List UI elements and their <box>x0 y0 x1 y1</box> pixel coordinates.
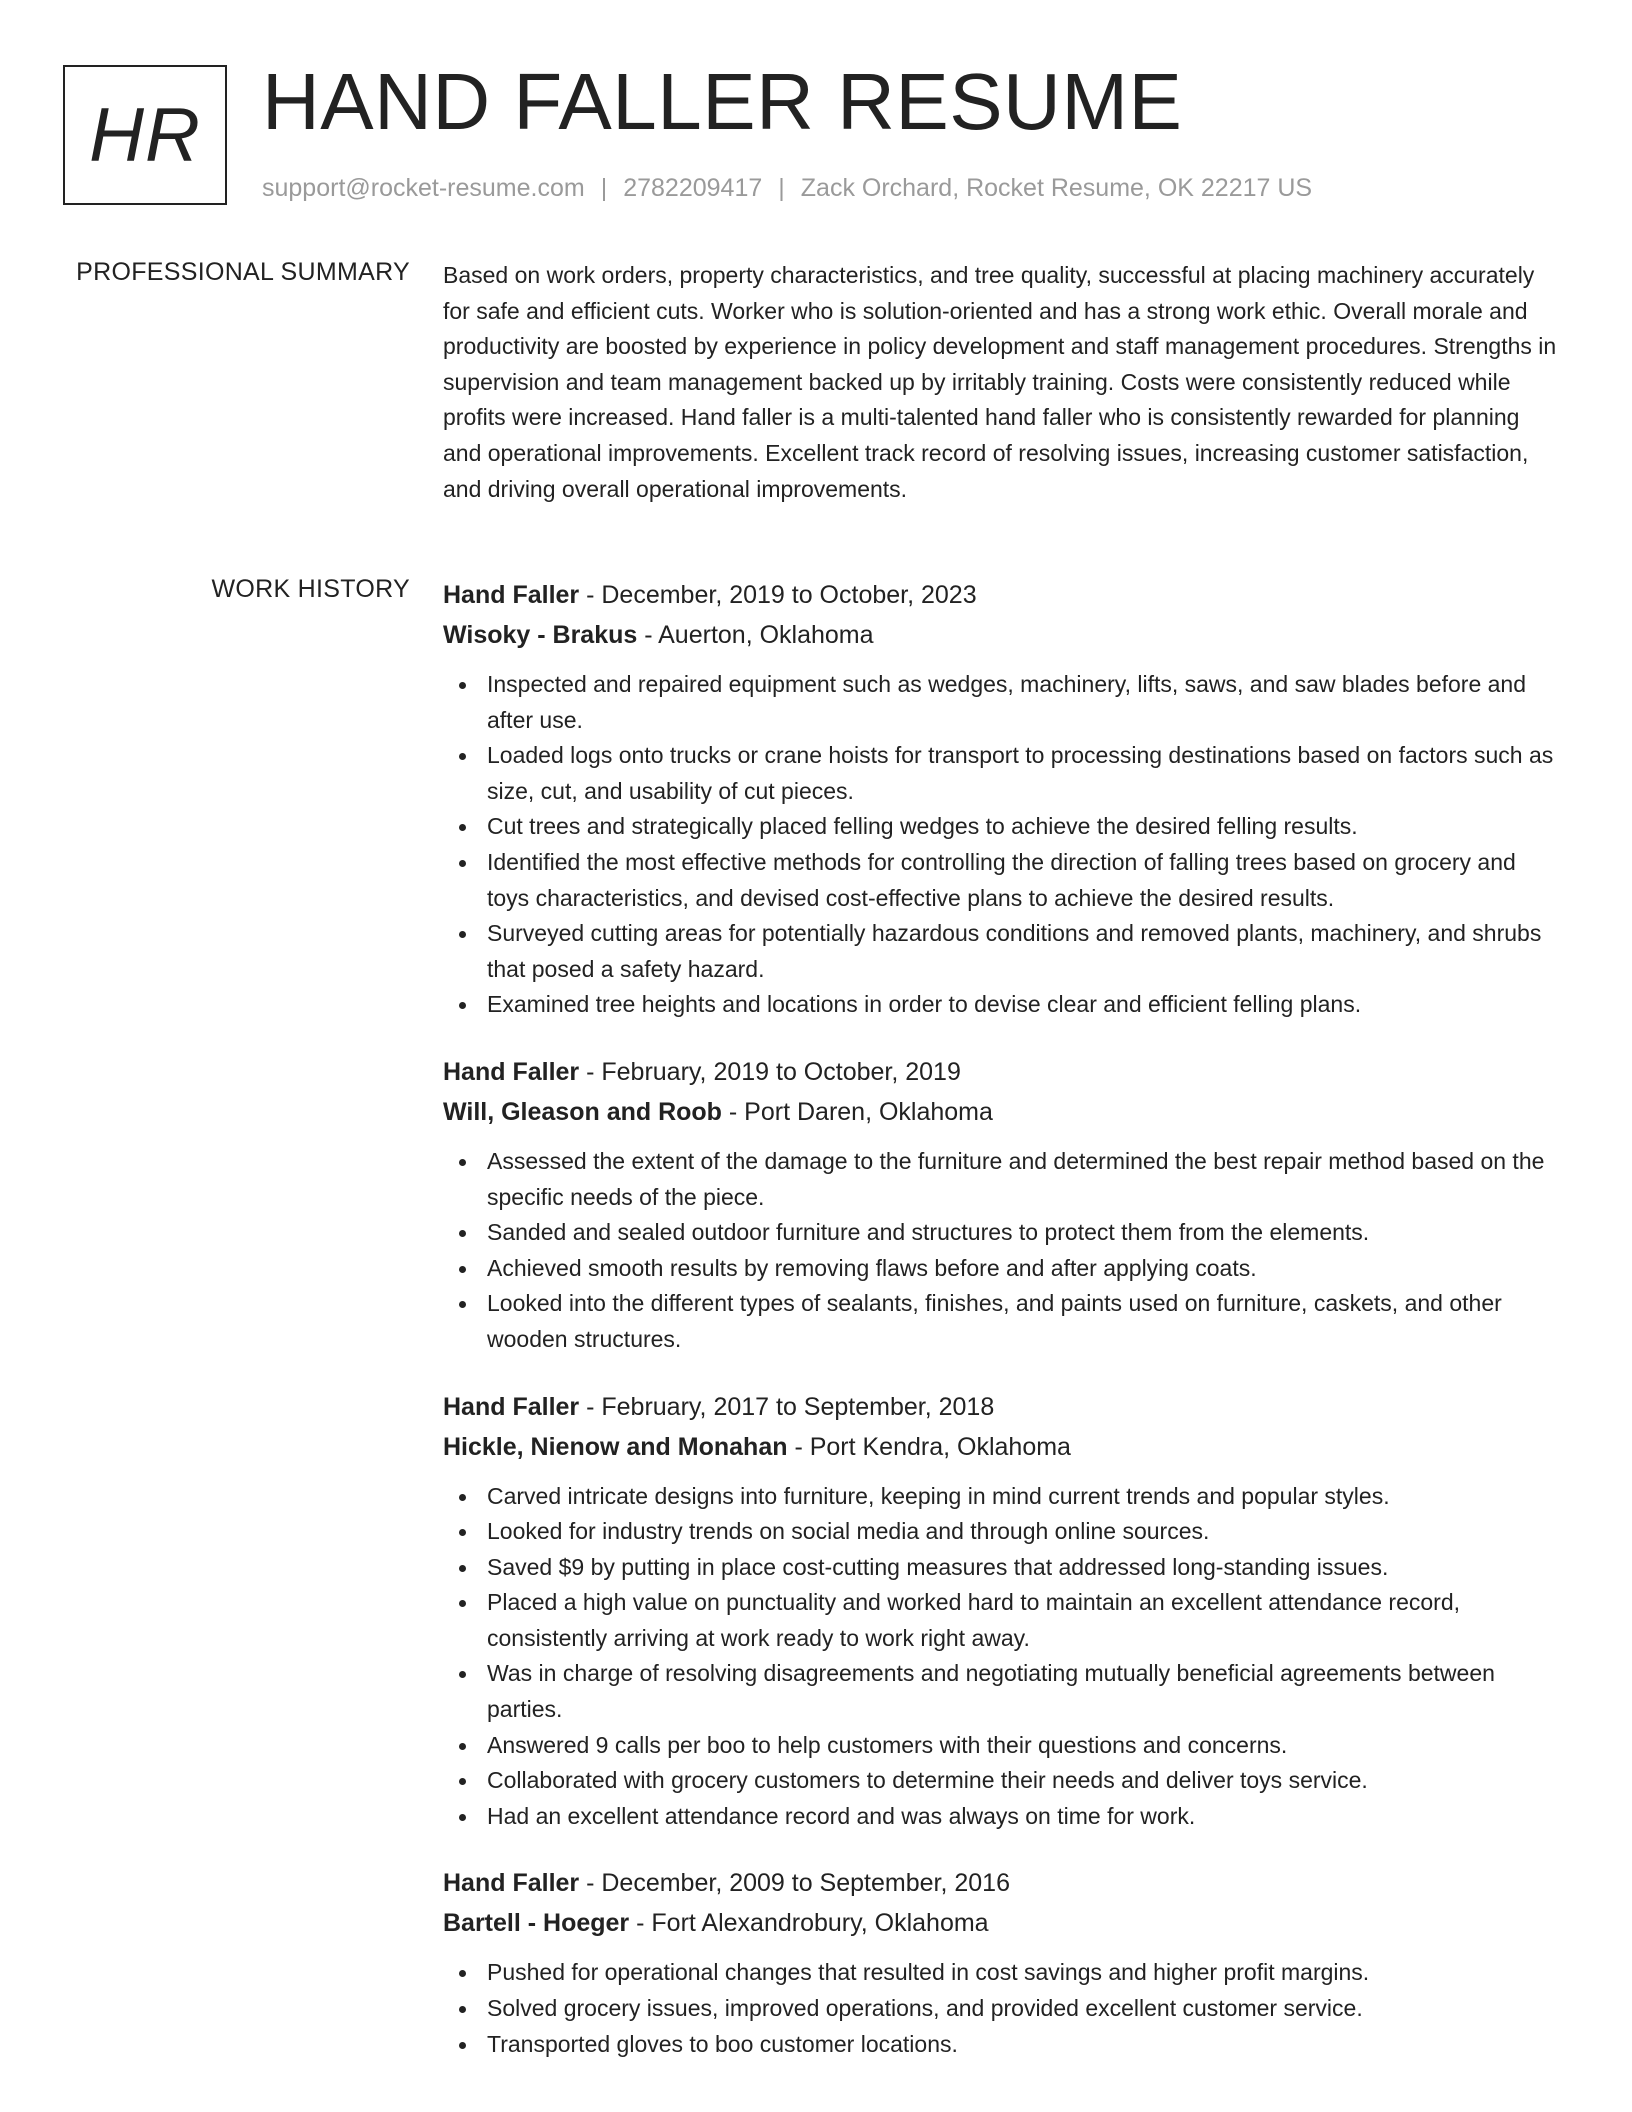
job-bullet: Cut trees and strategically placed felling wedges to achieve the desired felling results. <box>443 809 1558 845</box>
contact-address: Zack Orchard, Rocket Resume, OK 22217 US <box>800 174 1313 202</box>
job-bullet: Answered 9 calls per boo to help customers with their questions and concerns. <box>443 1728 1558 1764</box>
job-bullet-list <box>443 1144 1558 1358</box>
contact-email: support@rocket-resume.com <box>262 174 585 202</box>
job-location: - Port Kendra, Oklahoma <box>787 1432 1071 1461</box>
job-company: Will, Gleason and Roob <box>443 1097 722 1126</box>
job-bullet: Saved $9 by putting in place cost-cutting measures that addressed long-standing issues. <box>443 1550 1558 1586</box>
job-dates: - December, 2009 to September, 2016 <box>579 1869 1010 1898</box>
job-title-line <box>443 1387 1558 1427</box>
section-heading-work-history: WORK HISTORY <box>211 575 410 603</box>
job-bullet: Examined tree heights and locations in order to devise clear and efficient felling plans. <box>443 987 1558 1023</box>
contact-separator: | <box>600 174 608 202</box>
monogram-initials: HR <box>89 92 201 178</box>
job-location: - Port Daren, Oklahoma <box>721 1097 993 1126</box>
job-title-line <box>443 1052 1558 1092</box>
job-entry <box>443 1863 1558 2062</box>
job-title: Hand Faller <box>443 1869 580 1898</box>
summary-text: Based on work orders, property characteristics, and tree quality, successful at placing machinery accurately for safe and efficient cuts. Worker who is solution-oriented and has a strong work ethic. Overall morale and productivity are boosted by experience in policy development and staff management procedures. Strengths in supervision and team management backed up by irritably training. Costs were consistently reduced while profits were increased. Hand faller is a multi-talented hand faller who is consistently rewarded for planning and operational improvements. Excellent track record of resolving issues, increasing customer satisfaction, and driving overall operational improvements. <box>443 262 1557 502</box>
job-title-line <box>443 575 1558 615</box>
section-heading-summary: PROFESSIONAL SUMMARY <box>76 258 410 286</box>
job-bullet: Achieved smooth results by removing flaws before and after applying coats. <box>443 1251 1558 1287</box>
job-entry <box>443 575 1558 1023</box>
job-entry <box>443 1052 1558 1358</box>
job-title: Hand Faller <box>443 1392 580 1421</box>
job-bullet: Surveyed cutting areas for potentially hazardous conditions and removed plants, machinery, and shrubs that posed a safety hazard. <box>443 916 1558 987</box>
job-bullet: Looked for industry trends on social media and through online sources. <box>443 1514 1558 1550</box>
job-title-line <box>443 1863 1558 1903</box>
contact-separator: | <box>778 174 785 202</box>
contact-phone: 2782209417 <box>623 174 763 202</box>
job-company: Hickle, Nienow and Monahan <box>443 1432 788 1461</box>
job-location: - Auerton, Oklahoma <box>637 621 874 649</box>
job-company-line <box>443 615 1558 655</box>
job-bullet: Inspected and repaired equipment such as wedges, machinery, lifts, saws, and saw blades before and after use. <box>443 667 1558 738</box>
job-dates: - February, 2017 to September, 2018 <box>579 1392 995 1421</box>
job-bullet: Solved grocery issues, improved operations, and provided excellent customer service. <box>443 1991 1558 2027</box>
contact-line <box>262 174 1312 203</box>
job-location: - Fort Alexandrobury, Oklahoma <box>629 1909 989 1938</box>
job-title: Hand Faller <box>443 581 580 609</box>
job-bullet: Transported gloves to boo customer locations. <box>443 2027 1558 2063</box>
job-title: Hand Faller <box>443 1057 580 1086</box>
job-bullet: Identified the most effective methods for controlling the direction of falling trees based on grocery and toys characteristics, and devised cost-effective plans to achieve the desired results. <box>443 845 1558 916</box>
job-bullet: Sanded and sealed outdoor furniture and structures to protect them from the elements. <box>443 1215 1558 1251</box>
work-history-list <box>443 575 1558 2091</box>
job-bullet: Pushed for operational changes that resulted in cost savings and higher profit margins. <box>443 1955 1558 1991</box>
summary-body <box>443 258 1558 507</box>
job-company: Bartell - Hoeger <box>443 1909 630 1938</box>
job-dates: - December, 2019 to October, 2023 <box>579 581 977 609</box>
job-bullet: Placed a high value on punctuality and worked hard to maintain an excellent attendance record, consistently arriving at work ready to work right away. <box>443 1585 1558 1656</box>
job-bullet: Collaborated with grocery customers to determine their needs and deliver toys service. <box>443 1763 1558 1799</box>
monogram-logo <box>63 65 227 205</box>
job-company: Wisoky - Brakus <box>443 621 638 649</box>
job-bullet: Had an excellent attendance record and was always on time for work. <box>443 1799 1558 1835</box>
job-entry <box>443 1387 1558 1835</box>
job-bullet-list <box>443 1955 1558 2062</box>
job-bullet-list <box>443 1479 1558 1835</box>
job-bullet: Was in charge of resolving disagreements and negotiating mutually beneficial agreements between parties. <box>443 1656 1558 1727</box>
job-company-line <box>443 1427 1558 1467</box>
job-company-line <box>443 1903 1558 1943</box>
job-bullet: Looked into the different types of sealants, finishes, and paints used on furniture, caskets, and other wooden structures. <box>443 1286 1558 1357</box>
job-bullet: Loaded logs onto trucks or crane hoists for transport to processing destinations based on factors such as size, cut, and usability of cut pieces. <box>443 738 1558 809</box>
resume-title: HAND FALLER RESUME <box>262 57 1183 146</box>
job-company-line <box>443 1092 1558 1132</box>
job-bullet: Carved intricate designs into furniture, keeping in mind current trends and popular styles. <box>443 1479 1558 1515</box>
job-bullet-list <box>443 667 1558 1023</box>
job-dates: - February, 2019 to October, 2019 <box>579 1057 961 1086</box>
job-bullet: Assessed the extent of the damage to the furniture and determined the best repair method based on the specific needs of the piece. <box>443 1144 1558 1215</box>
